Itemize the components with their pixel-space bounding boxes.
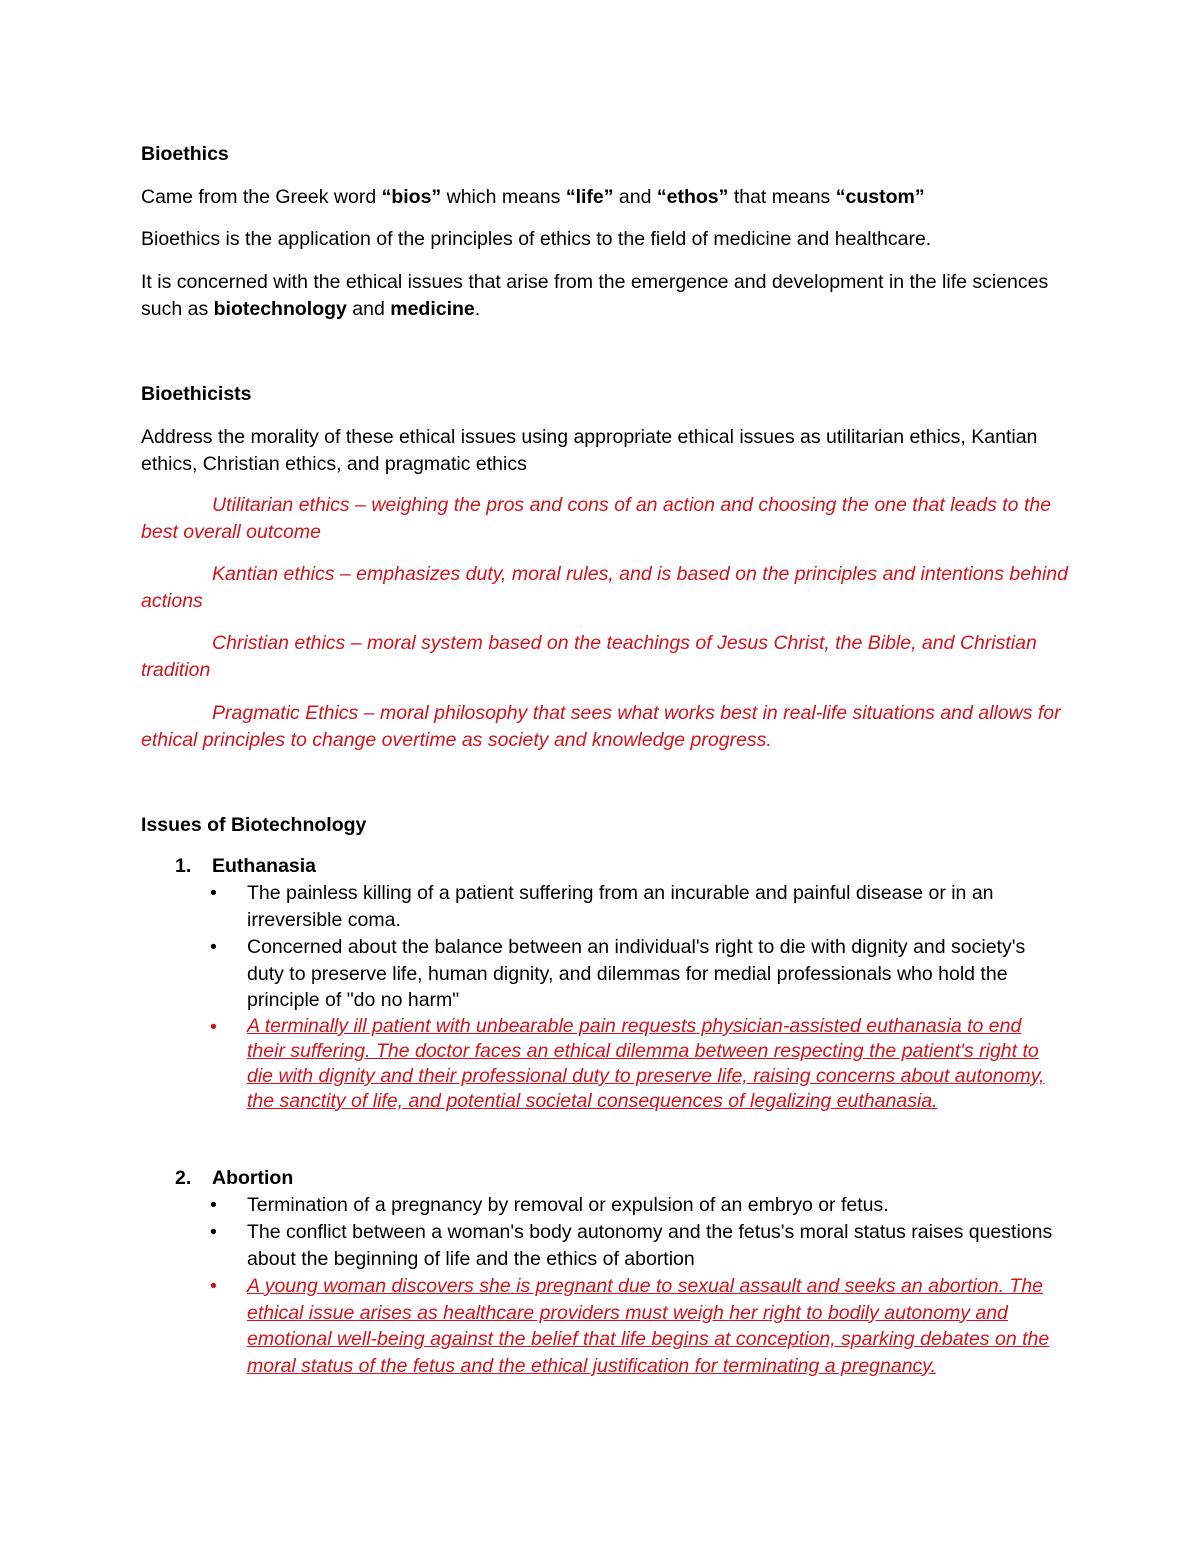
bullet-icon: • <box>210 1221 217 1243</box>
term-custom: “custom” <box>835 186 925 208</box>
section-heading-bioethicists: Bioethicists <box>141 383 252 405</box>
term-bios: “bios” <box>381 186 442 208</box>
list-item: The conflict between a woman's body autonomy and the fetus's moral status raises questions about the beginning of life and the ethics of abortion <box>247 1221 1053 1270</box>
term-medicine: medicine <box>390 297 475 320</box>
term-life: “life” <box>565 186 614 208</box>
section-heading-issues: Issues of Biotechnology <box>141 814 367 836</box>
origin-paragraph <box>141 184 1071 211</box>
list-item: The painless killing of a patient suffering from an incurable and painful disease or in an irreversible coma. <box>247 882 994 931</box>
concern-paragraph <box>141 269 1071 322</box>
definition-christian: Christian ethics – moral system based on the teachings of Jesus Christ, the Bible, and Christian tradition <box>141 632 1037 681</box>
list-number: 2. <box>175 1167 192 1189</box>
bioethicists-intro: Address the morality of these ethical issues using appropriate ethical issues as utilitarian ethics, Kantian ethics, Christian ethics, and pragmatic ethics <box>141 426 1038 475</box>
concern-text: It is concerned with the ethical issues that arise from the emergence and development in the life sciences such as <box>141 271 1049 320</box>
definition-paragraph: Bioethics is the application of the principles of ethics to the field of medicine and healthcare. <box>141 228 932 250</box>
concern-text: . <box>474 297 481 320</box>
definition-utilitarian: Utilitarian ethics – weighing the pros and cons of an action and choosing the one that leads to the best overall outcome <box>141 494 1052 543</box>
bullet-icon: • <box>210 882 217 904</box>
origin-text: and <box>613 186 657 208</box>
list-item: Termination of a pregnancy by removal or expulsion of an embryo or fetus. <box>247 1194 889 1216</box>
issue-title-euthanasia: Euthanasia <box>212 855 317 877</box>
bullet-icon: • <box>210 1275 217 1297</box>
example-abortion: A young woman discovers she is pregnant due to sexual assault and seeks an abortion. The ethical issue arises as healthcare providers must weigh her right to bodily autonomy and emotional well-being against the belief that life begins at conception, sparking debates on the moral status of the fetus and the ethical justification for terminating a pregnancy. <box>247 1275 1050 1377</box>
origin-text: which means <box>441 186 566 208</box>
concern-text: and <box>346 297 391 320</box>
origin-text: Came from the Greek word <box>141 186 382 208</box>
term-biotechnology: biotechnology <box>213 297 347 320</box>
definition-kantian: Kantian ethics – emphasizes duty, moral rules, and is based on the principles and intentions behind actions <box>141 563 1068 612</box>
bullet-icon: • <box>210 1194 217 1216</box>
example-euthanasia: A terminally ill patient with unbearable pain requests physician-assisted euthanasia to end their suffering. The doctor faces an ethical dilemma between respecting the patient's right to die with dignity and their professional duty to preserve life, raising concerns about autonomy, the sanctity of life, and potential societal consequences of legalizing euthanasia. <box>247 1015 1045 1112</box>
section-heading-bioethics: Bioethics <box>141 143 229 165</box>
bullet-icon: • <box>210 936 217 958</box>
origin-text: that means <box>728 186 836 208</box>
list-number: 1. <box>175 855 192 877</box>
list-item: Concerned about the balance between an individual's right to die with dignity and society's duty to preserve life, human dignity, and dilemmas for medial professionals who hold the principle of "do no harm" <box>247 936 1026 1011</box>
bullet-icon: • <box>210 1016 217 1038</box>
definition-pragmatic: Pragmatic Ethics – moral philosophy that sees what works best in real-life situations and allows for ethical principles to change overtime as society and knowledge progress. <box>141 702 1061 751</box>
issue-title-abortion: Abortion <box>212 1167 294 1189</box>
term-ethos: “ethos” <box>656 186 729 208</box>
